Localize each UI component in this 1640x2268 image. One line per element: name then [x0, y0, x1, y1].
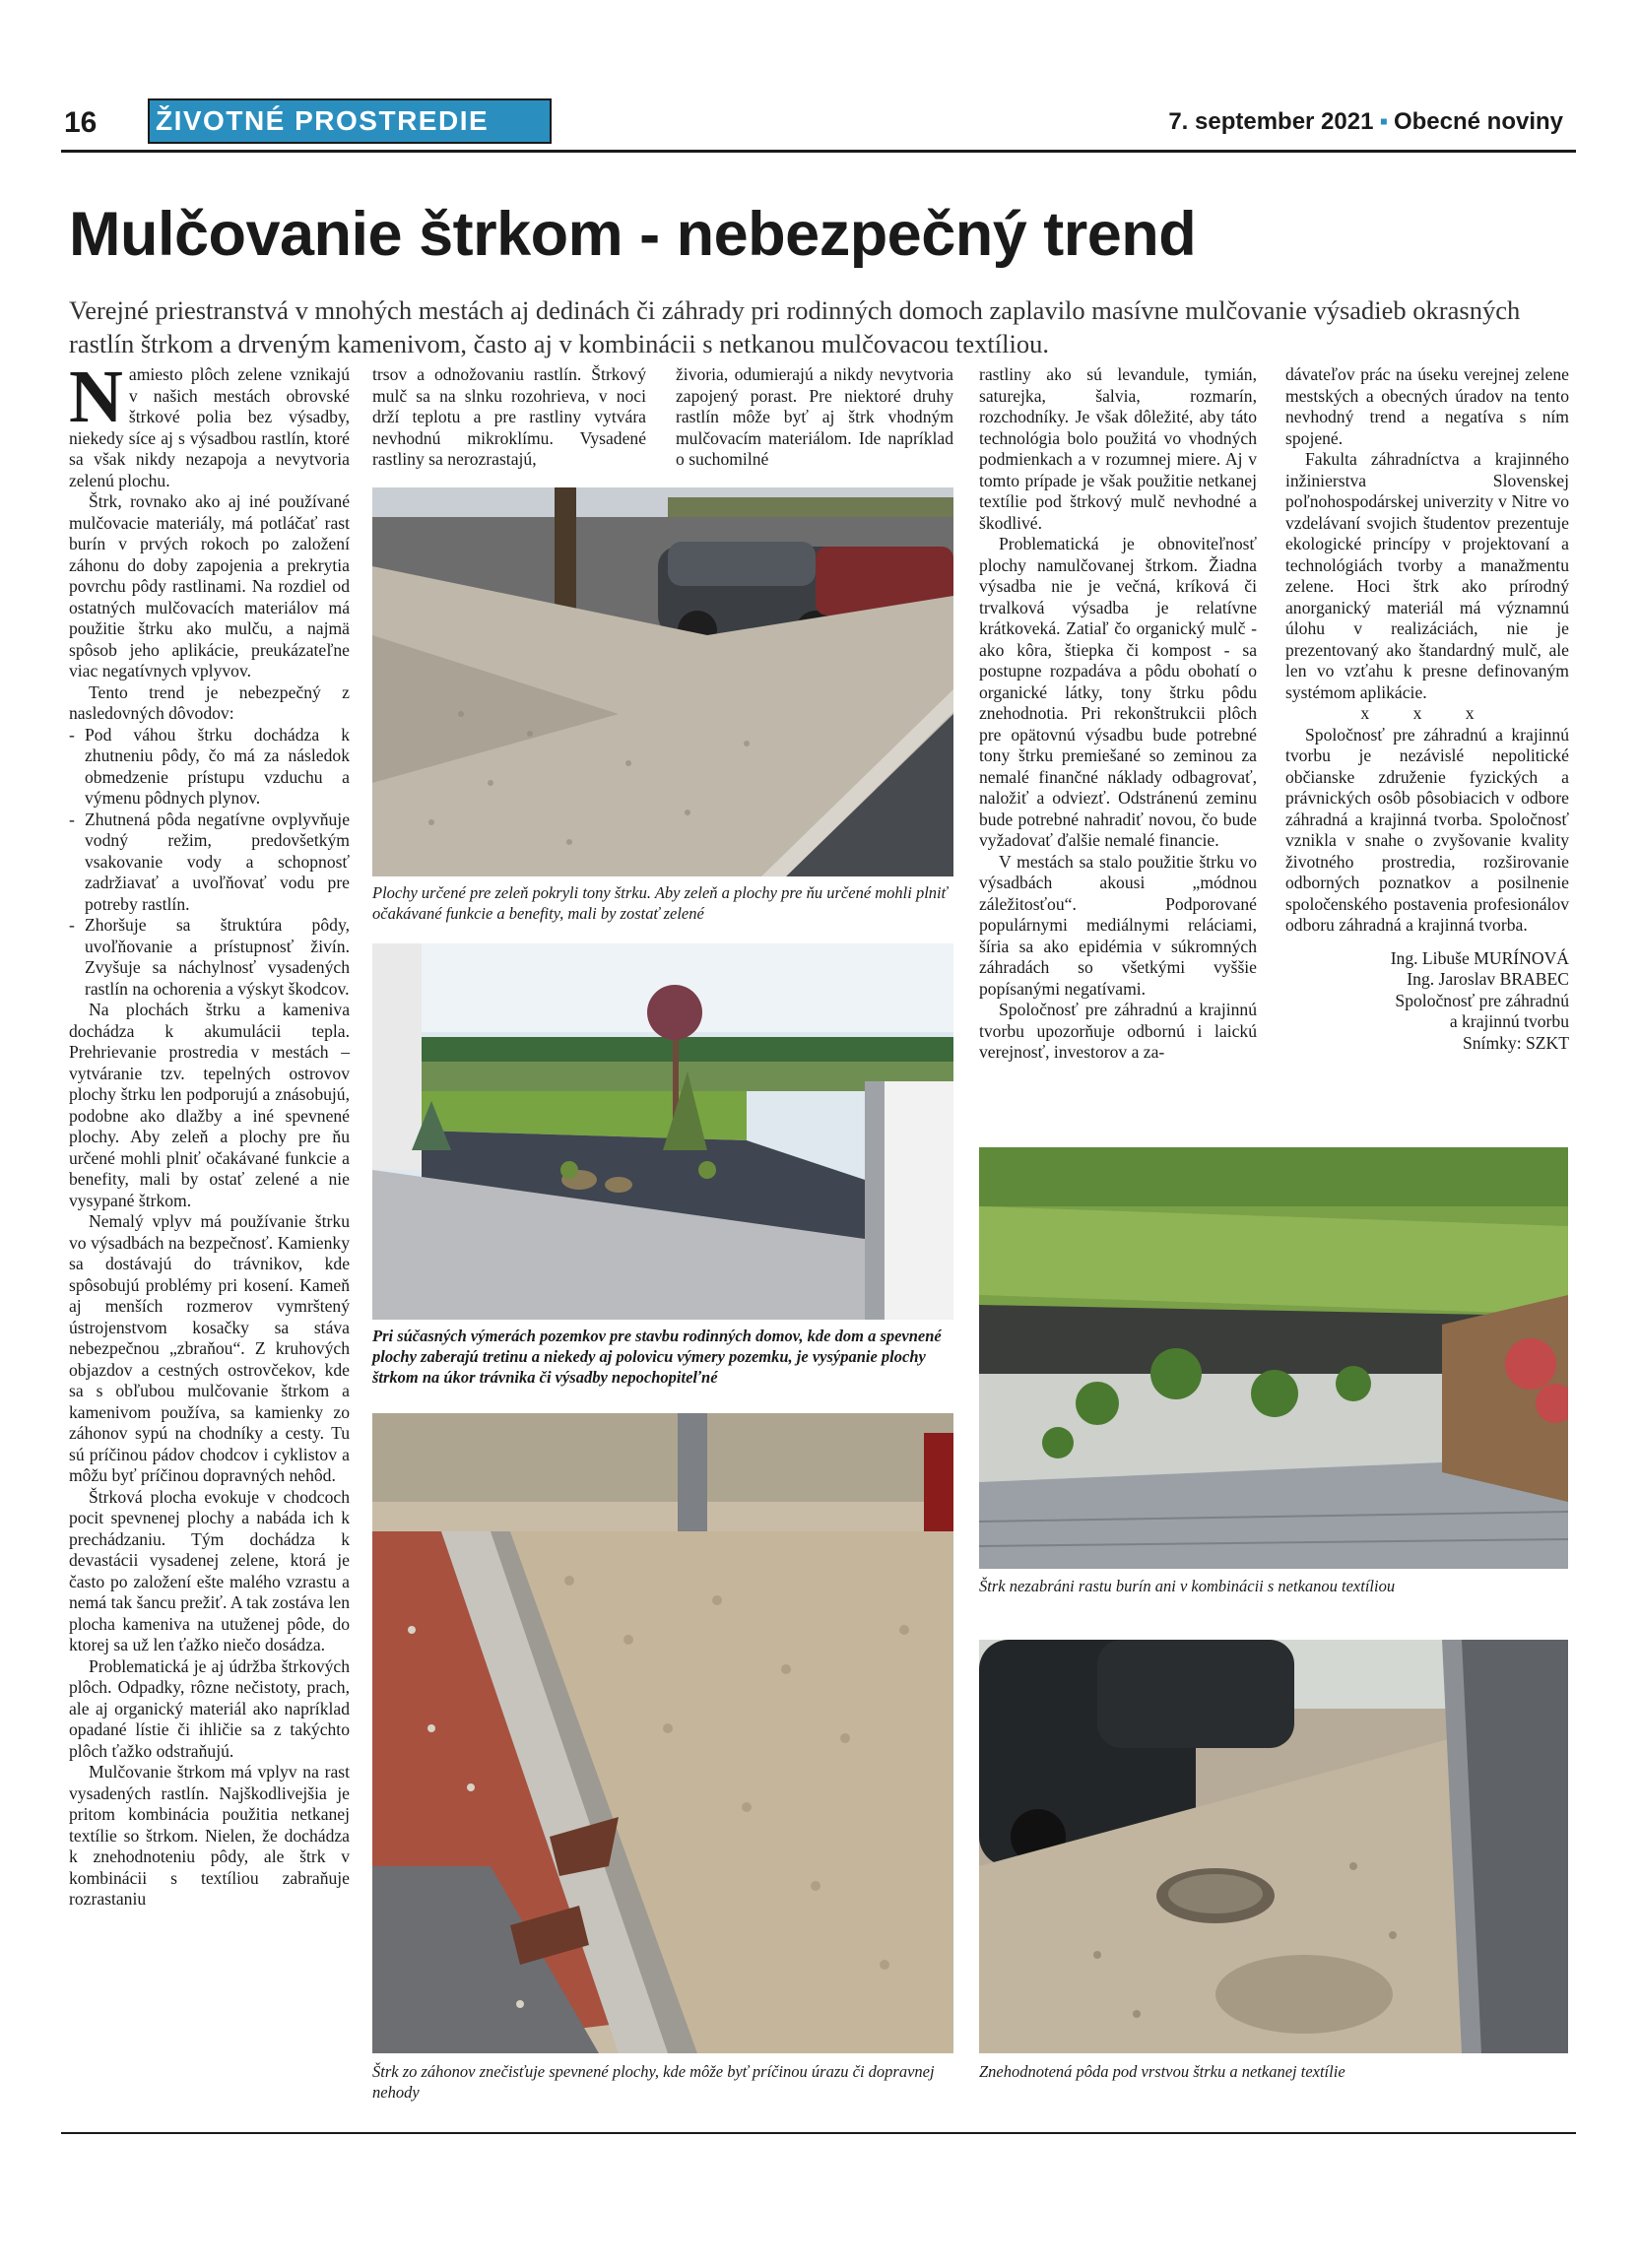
list-item: - Pod váhou štrku dochádza k zhutneniu pôdy, čo má za následok obmedzenie prístupu vzduchu a výmenu pôdnych plynov.: [69, 724, 350, 808]
photo-caption: Plochy určené pre zeleň pokryli tony štrku. Aby zeleň a plochy pre ňu určené mohli plniť očakávané funkcie a benefity, mali by zostať zelené: [372, 883, 948, 923]
drop-cap: N: [69, 356, 123, 438]
photo-caption: Znehodnotená pôda pod vrstvou štrku a netkanej textílie: [979, 2062, 1345, 2081]
paragraph: Na plochách štrku a kameniva dochádza k akumulácii tepla. Prehrievanie prostredia v mestách – vytváranie tzv. tepelných ostrovov plochy štrku len podporujú a znásobujú, podobne ako dlažby a iné spevnené plochy. Aby zeleň a plochy pre ňu určené mohli plniť očakávané funkcie a benefity, mali by ostať zelené a nie vysypané štrkom.: [69, 1000, 350, 1210]
photo-house-garden: [372, 943, 953, 1320]
bullet-icon: ▪: [1379, 108, 1388, 135]
photo-gravel-curb: [372, 1413, 953, 2053]
paragraph: Tento trend je nebezpečný z nasledovných dôvodov:: [69, 681, 350, 723]
author-line: Ing. Libuše MURÍNOVÁ: [1390, 947, 1569, 968]
author-line: Spoločnosť pre záhradnú: [1395, 990, 1569, 1010]
photo-degraded-soil: [979, 1640, 1568, 2053]
section-label: ŽIVOTNÉ PROSTREDIE: [148, 98, 552, 144]
issue-date: 7. september 2021: [1168, 108, 1374, 135]
column-2-top: [372, 364, 646, 471]
paragraph: Spoločnosť pre záhradnú a krajinnú tvorbu je nezávislé nepolitické občianske združenie fyzických a právnických osôb pôsobiacich v odbore záhradná a krajinná tvorba. Spoločnosť vznikla v snahe o zvyšovanie kvality životného prostredia, rozširovanie odborných poznatkov a posilnenie spoločenského postavenia profesionálov odboru záhradná a krajinná tvorba.: [1285, 724, 1569, 935]
column-1: [69, 356, 350, 1911]
list-item: - Zhoršuje sa štruktúra pôdy, uvoľňovanie a prístupnosť živín. Zvyšuje sa náchylnosť vysadených rastlín na ochorenia a výskyt škodcov.: [69, 915, 350, 999]
paragraph: Fakulta záhradníctva a krajinného inžinierstva Slovenskej poľnohospodárskej univerzity v Nitre vo vzdelávaní svojich študentov prezentuje ekologické princípy v projektovaní a technológiách tvorby a manažmentu zelene. Hoci štrk ako prírodný anorganický materiál má významnú úlohu v realizáciách, nie je prezentovaný ako štandardný mulč, ale len vo vzťahu k presne definovaným systémom aplikácie.: [1285, 449, 1569, 702]
paragraph: Problematická je obnoviteľnosť plochy namulčovanej štrkom. Žiadna výsadba nie je večná, kríková či trvalková výsadba je relatívne krátkoveká. Zatiaľ čo organický mulč - ako kôra, štiepka či kompost - sa postupne rozpadáva a pôdu obohatí o organické látky, tony štrku pôdu znehodnotia. Pri rekonštrukcii plôch pre opätovnú výsadbu bude potrebné tony štrku premiešané so zeminou za nemalé finančné náklady odbagrovať, naložiť a odviezť. Odstránenú zeminu bude potrebné nahradiť novou, čo bude vyžadovať ďalšie nemalé financie.: [979, 534, 1257, 850]
paragraph: Mulčovanie štrkom má vplyv na rast vysadených rastlín. Najškodlivejšia je pritom kombinácia použitia netkanej textílie so štrkom. Nielen, že dochádza k znehodnoteniu pôdy, ale štrk v kombinácii s textíliou zabraňuje rozrastaniu: [69, 1762, 350, 1909]
column-5: [1285, 364, 1569, 1054]
paragraph: Namiesto plôch zelene vznikajú v našich mestách obrovské štrkové polia bez výsadby, niekedy síce aj s výsadbou rastlín, ktoré sa však nikdy nezapoja a nevytvoria zelenú plochu.: [69, 356, 350, 490]
author-signature: [1285, 948, 1569, 1055]
paragraph: Problematická je aj údržba štrkových plôch. Odpadky, rôzne nečistoty, prach, ale aj organický materiál ako napríklad opadané lístie či ihličie sa z takýchto plôch ťažko odstraňujú.: [69, 1655, 350, 1761]
author-line: a krajinnú tvorbu: [1449, 1011, 1569, 1031]
header-rule: [61, 150, 1576, 153]
paragraph: Štrková plocha evokuje v chodcoch pocit spevnenej plochy a nabáda ich k prechádzaniu. Tým dochádza k devastácii vysadenej zelene, ktorá je často po založení ešte malého vzrastu a nemá tak šancu prežiť. A tak zostáva len plocha kameniva na utuženej pôde, do ktorej sa už len ťažko niečo dosádza.: [69, 1486, 350, 1654]
column-4: [979, 364, 1257, 1064]
paragraph: Štrk, rovnako ako aj iné používané mulčovacie materiály, má potláčať rast burín v prvých rokoch po založení záhonu do doby zapojenia a prekrytia povrchu pôdy rastlinami. Na rozdiel od ostatných mulčovacích materiálov má použitie štrku ako mulču, a najmä spôsob jeho aplikácie, preukázateľne viac negatívnych vplyvov.: [69, 491, 350, 680]
list-item: - Zhutnená pôda negatívne ovplyvňuje vodný režim, predovšetkým vsakovanie vody a schopnosť zadržiavať a uvoľňovať vodu pre potreby rastlín.: [69, 809, 350, 914]
paragraph: Spoločnosť pre záhradnú a krajinnú tvorbu upozorňuje odbornú i laickú verejnosť, investorov a za-: [979, 1000, 1257, 1062]
paragraph: rastliny ako sú levandule, tymián, saturejka, šalvia, rozmarín, rozchodníky. Je však dôležité, aby táto technológia bolo použitá vo vhodných podmienkach a v rozumnej miere. Aj v tomto prípade je však použitie netkanej textílie pod štrkový mulč nevhodné a škodlivé.: [979, 364, 1257, 533]
issue-info: [1168, 108, 1563, 136]
page-number: 16: [64, 106, 98, 139]
photo-credit: Snímky: SZKT: [1462, 1032, 1569, 1053]
photo-caption: Štrk zo záhonov znečisťuje spevnené plochy, kde môže byť príčinou úrazu či dopravnej nehody: [372, 2062, 935, 2102]
paragraph: V mestách sa stalo použitie štrku vo výsadbách akousi „módnou záležitosťou“. Podporované populárnymi mediálnymi reláciami, šíria sa ako epidémia v súkromných záhradách so všetkými vyššie popísanými negatívami.: [979, 851, 1257, 999]
photo-caption: Pri súčasných výmerách pozemkov pre stavbu rodinných domov, kde dom a spevnené plochy zaberajú tretinu a niekedy aj polovicu výmery pozemku, je vysýpanie plochy štrkom na úkor trávnika či výsadby nepochopiteľné: [372, 1327, 942, 1387]
publication-name: Obecné noviny: [1393, 108, 1563, 135]
photo-weeds-textile: [979, 1147, 1568, 1569]
paragraph: živoria, odumierajú a nikdy nevytvoria zapojený porast. Pre niektoré druhy rastlín môže byť aj štrk vhodným mulčovacím materiálom. Ide napríklad o suchomilné: [676, 364, 953, 469]
column-3-top: [676, 364, 953, 471]
paragraph: Nemalý vplyv má používanie štrku vo výsadbách na bezpečnosť. Kamienky sa dostávajú do trávnikov, kde spôsobujú problémy pri kosení. Kameň aj menších rozmerov vymrštený ústrojenstvom kosačky sa stáva nebezpečnou „zbraňou“. Z kruhových objazdov a cestných ostrovčekov, kde sa s obľubou mulčovanie štrkom a kamenivom používa, sa kamienky zo záhonov sypú na chodníky a cesty. Tu sú príčinou pádov chodcov i cyklistov a môžu byť príčinou dopravných nehôd.: [69, 1211, 350, 1485]
photo-caption: Štrk nezabráni rastu burín ani v kombinácii s netkanou textíliou: [979, 1577, 1396, 1595]
author-line: Ing. Jaroslav BRABEC: [1407, 969, 1569, 989]
article-headline: Mulčovanie štrkom - nebezpečný trend: [69, 200, 1197, 269]
article-lead: Verejné priestranstvá v mnohých mestách aj dedinách či záhrady pri rodinných domoch zaplavilo masívne mulčovanie výsadieb okrasných rastlín štrkom a drveným kamenivom, často aj v kombinácii s netkanou mulčovacou textíliou.: [69, 295, 1521, 358]
section-separator: x x x: [1360, 703, 1494, 723]
paragraph: trsov a odnožovaniu rastlín. Štrkový mulč sa na slnku rozohrieva, v noci drží teplotu a pre rastliny vytvára nevhodnú mikroklímu. Vysadené rastliny sa nerozrastajú,: [372, 364, 646, 469]
footer-rule: [61, 2132, 1576, 2134]
paragraph: dávateľov prác na úseku verejnej zelene mestských a obecných úradov na tento nevhodný trend a negatíva s ním spojené.: [1285, 364, 1569, 448]
photo-gravel-parking: [372, 487, 953, 876]
